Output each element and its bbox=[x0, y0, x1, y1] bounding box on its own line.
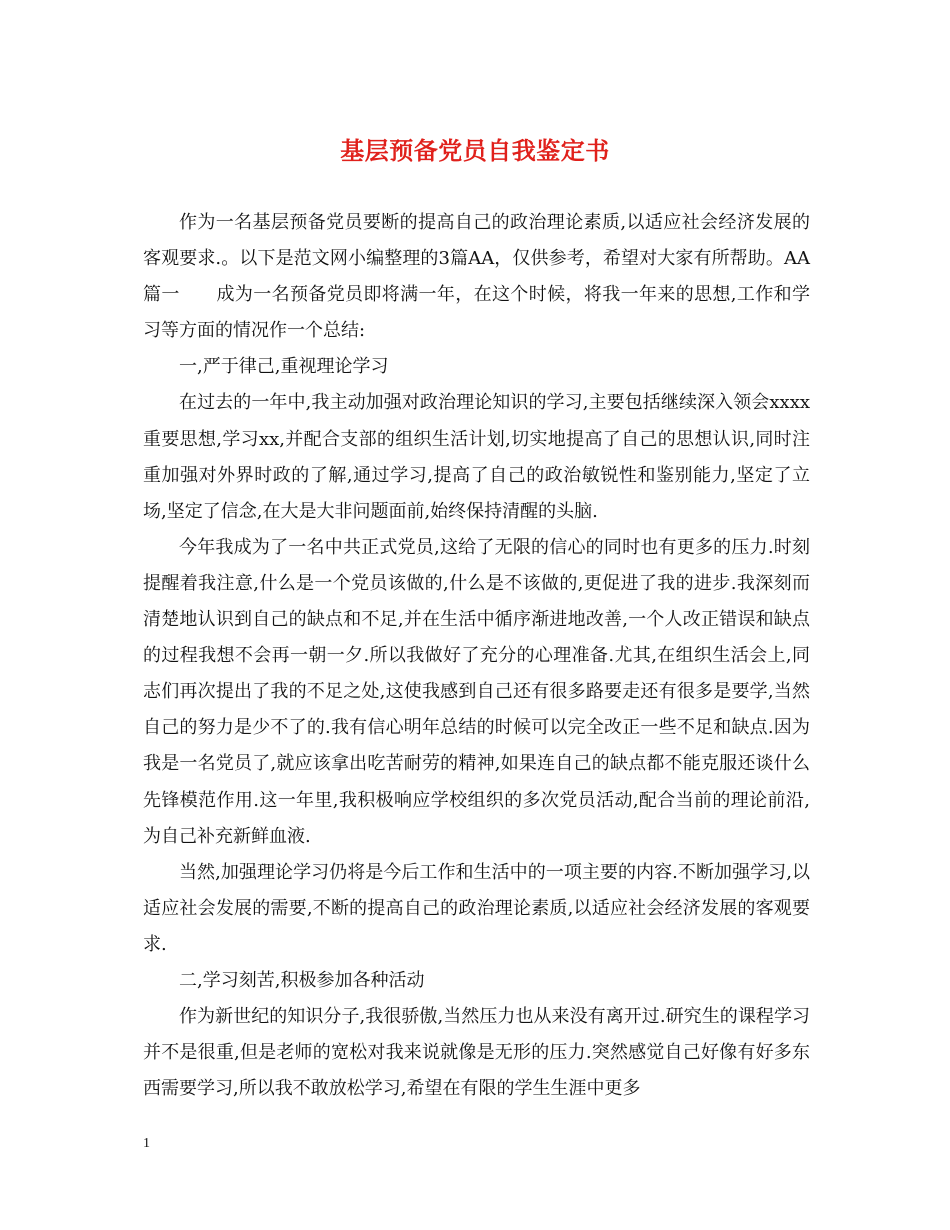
page-number: 1 bbox=[143, 1136, 150, 1151]
document-title: 基层预备党员自我鉴定书 bbox=[340, 136, 610, 165]
paragraph-intro: 作为一名基层预备党员要断的提高自己的政治理论素质,以适应社会经济发展的客观要求.。以下是范文网小编整理的3篇AA，仅供参考，希望对大家有所帮助。AA篇一 成为一名预备党员即将满一年，在这个时候，将我一年来的思想,工作和学习等方面的情况作一个总结: bbox=[143, 212, 810, 342]
section-heading-2: 二,学习刻苦,积极参加各种活动 bbox=[179, 969, 425, 991]
section-heading-1: 一,严于律己,重视理论学习 bbox=[179, 356, 389, 378]
paragraph-continue-study: 当然,加强理论学习仍将是今后工作和生活中的一项主要的内容.不断加强学习,以适应社会发展的需要,不断的提高自己的政治理论素质,以适应社会经济发展的客观要求. bbox=[143, 861, 810, 955]
paragraph-theory-study: 在过去的一年中,我主动加强对政治理论知识的学习,主要包括继续深入领会xxxx重要思想,学习xx,并配合支部的组织生活计划,切实地提高了自己的思想认识,同时注重加强对外界时政的了解,通过学习,提高了自己的政治敏锐性和鉴别能力,坚定了立场,坚定了信念,在大是大非问题面前,始终保持清醒的头脑. bbox=[143, 392, 810, 522]
paragraph-knowledge: 作为新世纪的知识分子,我很骄傲,当然压力也从来没有离开过.研究生的课程学习并不是很重,但是老师的宽松对我来说就像是无形的压力.突然感觉自己好像有好多东西需要学习,所以我不敢放松学习,希望在有限的学生生涯中更多 bbox=[143, 1006, 810, 1100]
document-body bbox=[143, 205, 810, 1107]
paragraph-party-member: 今年我成为了一名中共正式党员,这给了无限的信心的同时也有更多的压力.时刻提醒着我注意,什么是一个党员该做的,什么是不该做的,更促进了我的进步.我深刻而清楚地认识到自己的缺点和不足,并在生活中循序渐进地改善,一个人改正错误和缺点的过程我想不会再一朝一夕.所以我做好了充分的心理准备.尤其,在组织生活会上,同志们再次提出了我的不足之处,这使我感到自己还有很多路要走还有很多是要学,当然自己的努力是少不了的.我有信心明年总结的时候可以完全改正一些不足和缺点.因为我是一名党员了,就应该拿出吃苦耐劳的精神,如果连自己的缺点都不能克服还谈什么先锋模范作用.这一年里,我积极响应学校组织的多次党员活动,配合当前的理论前沿,为自己补充新鲜血液. bbox=[143, 536, 810, 847]
